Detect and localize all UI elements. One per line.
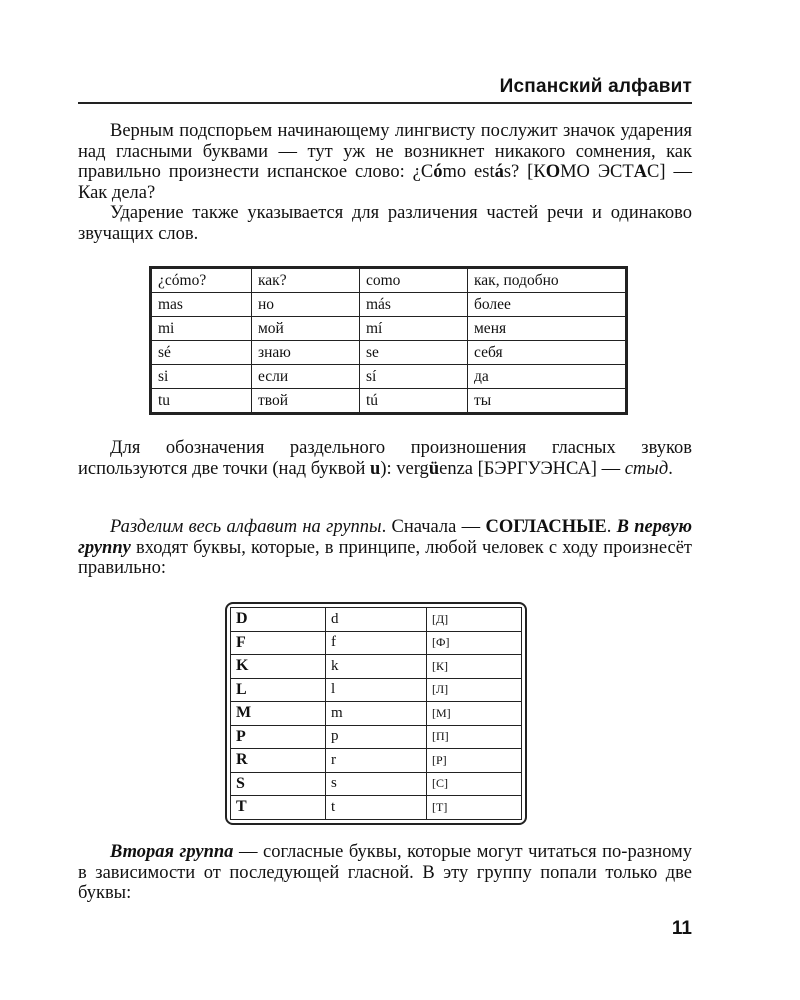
p2-text-e: . [668,458,673,479]
table-cell: более [468,293,626,317]
p1-text-c: s? [К [503,162,546,182]
table-cell: R [231,749,326,773]
table-row [152,269,626,293]
p2-text-a: Для обозначения раздельного произношения гласных звуков используются две точки (над буквой [78,438,692,479]
p3-text-b: . Сначала — [381,517,486,537]
table-cell: t [326,796,427,820]
p3-text-f: входят буквы, которые, в принципе, любой человек с ходу произнесёт правильно: [78,537,692,578]
paragraph-2 [78,438,692,479]
p1-stress-4: А [633,162,648,182]
paragraph-4 [78,842,692,904]
table-cell: si [152,365,252,389]
table-cell: d [326,608,427,632]
table-cell: [С] [427,772,522,796]
table-cell: S [231,772,326,796]
p3-first-group: В первую группу [78,517,692,558]
table-cell: [Ф] [427,631,522,655]
accent-words-table [151,268,626,413]
p2-letter-u: u [370,458,381,479]
accent-table [149,266,628,415]
table-cell: ты [468,389,626,413]
table-cell: tú [360,389,468,413]
p1-text-d: МО ЭСТ [560,162,634,182]
table-row [231,725,522,749]
table-row [152,293,626,317]
paragraph-second-group [78,842,692,904]
table-row [231,702,522,726]
table-row [231,631,522,655]
table-row [152,341,626,365]
table-cell: меня [468,317,626,341]
table-row [231,796,522,820]
table-row [152,365,626,389]
consonants-table [230,607,522,820]
table-cell: tu [152,389,252,413]
table-cell: [М] [427,702,522,726]
table-row [231,772,522,796]
table-cell: se [360,341,468,365]
table-cell: como [360,269,468,293]
p4-text-b: — согласные буквы, которые могут читаться по-разному в зависимости от последующей гласной. В эту группу попали только две буквы: [78,842,692,903]
running-header: Испанский алфавит [499,76,692,97]
table-cell: D [231,608,326,632]
table-cell: мой [252,317,360,341]
table-cell: M [231,702,326,726]
table-cell: да [468,365,626,389]
table-row [152,317,626,341]
paragraph-1b: Ударение также указывается для различения частей речи и одинаково звучащих слов. [78,203,692,244]
table-row [231,655,522,679]
p1-stress-2: á [494,162,504,182]
table-cell: l [326,678,427,702]
paragraph-3 [78,517,692,579]
table-cell: твой [252,389,360,413]
table-cell: как? [252,269,360,293]
table-cell: sé [152,341,252,365]
table-cell: F [231,631,326,655]
table-cell: [П] [427,725,522,749]
p2-text-c: enza [БЭРГУЭНСА] — [439,458,625,479]
table-cell: sí [360,365,468,389]
table-cell: ¿cómo? [152,269,252,293]
p2-text-b: ): verg [380,458,429,479]
p3-text-d: . [606,517,617,537]
table-cell: [Д] [427,608,522,632]
p4-second-group: Вторая группа [110,842,234,862]
header-rule [78,102,692,104]
table-cell: f [326,631,427,655]
table-cell: mas [152,293,252,317]
table-cell: если [252,365,360,389]
table-cell: [Л] [427,678,522,702]
table-cell: T [231,796,326,820]
table-cell: mí [360,317,468,341]
p1-stress-1: ó [433,162,443,182]
table-cell: [Р] [427,749,522,773]
table-cell: как, подобно [468,269,626,293]
table-row [152,389,626,413]
p1-text-e: С] — Как дела? [78,162,692,203]
table-cell: K [231,655,326,679]
table-cell: p [326,725,427,749]
table-row [231,749,522,773]
table-cell: mi [152,317,252,341]
table-row [231,608,522,632]
paragraph-1 [78,121,692,203]
table-cell: r [326,749,427,773]
table-cell: себя [468,341,626,365]
table-cell: s [326,772,427,796]
p1-text-b: mo est [442,162,495,182]
paragraph-dieresis [78,438,692,479]
table-cell: L [231,678,326,702]
p1-stress-3: О [545,162,561,182]
table-cell: но [252,293,360,317]
table-cell: [К] [427,655,522,679]
first-group-table [225,602,527,825]
p1-text-a: Верным подспорьем начинающему лингвисту послужит значок ударения над гласными буквами — тут уж не возникнет никакого сомнения, как правильно произнести испанское слово: ¿C [78,121,692,182]
p2-letter-u-dieresis: ü [428,458,440,479]
p3-consonants: СОГЛАСНЫЕ [485,517,607,537]
p3-italic-lead: Разделим весь алфавит на группы [110,517,382,537]
table-cell: m [326,702,427,726]
table-cell: P [231,725,326,749]
page-number: 11 [671,918,692,939]
p2-translation: стыд [624,458,669,479]
table-cell: k [326,655,427,679]
paragraph-groups [78,517,692,579]
paragraph-accent-marks [78,121,692,244]
table-cell: знаю [252,341,360,365]
table-cell: más [360,293,468,317]
table-row [231,678,522,702]
table-cell: [Т] [427,796,522,820]
